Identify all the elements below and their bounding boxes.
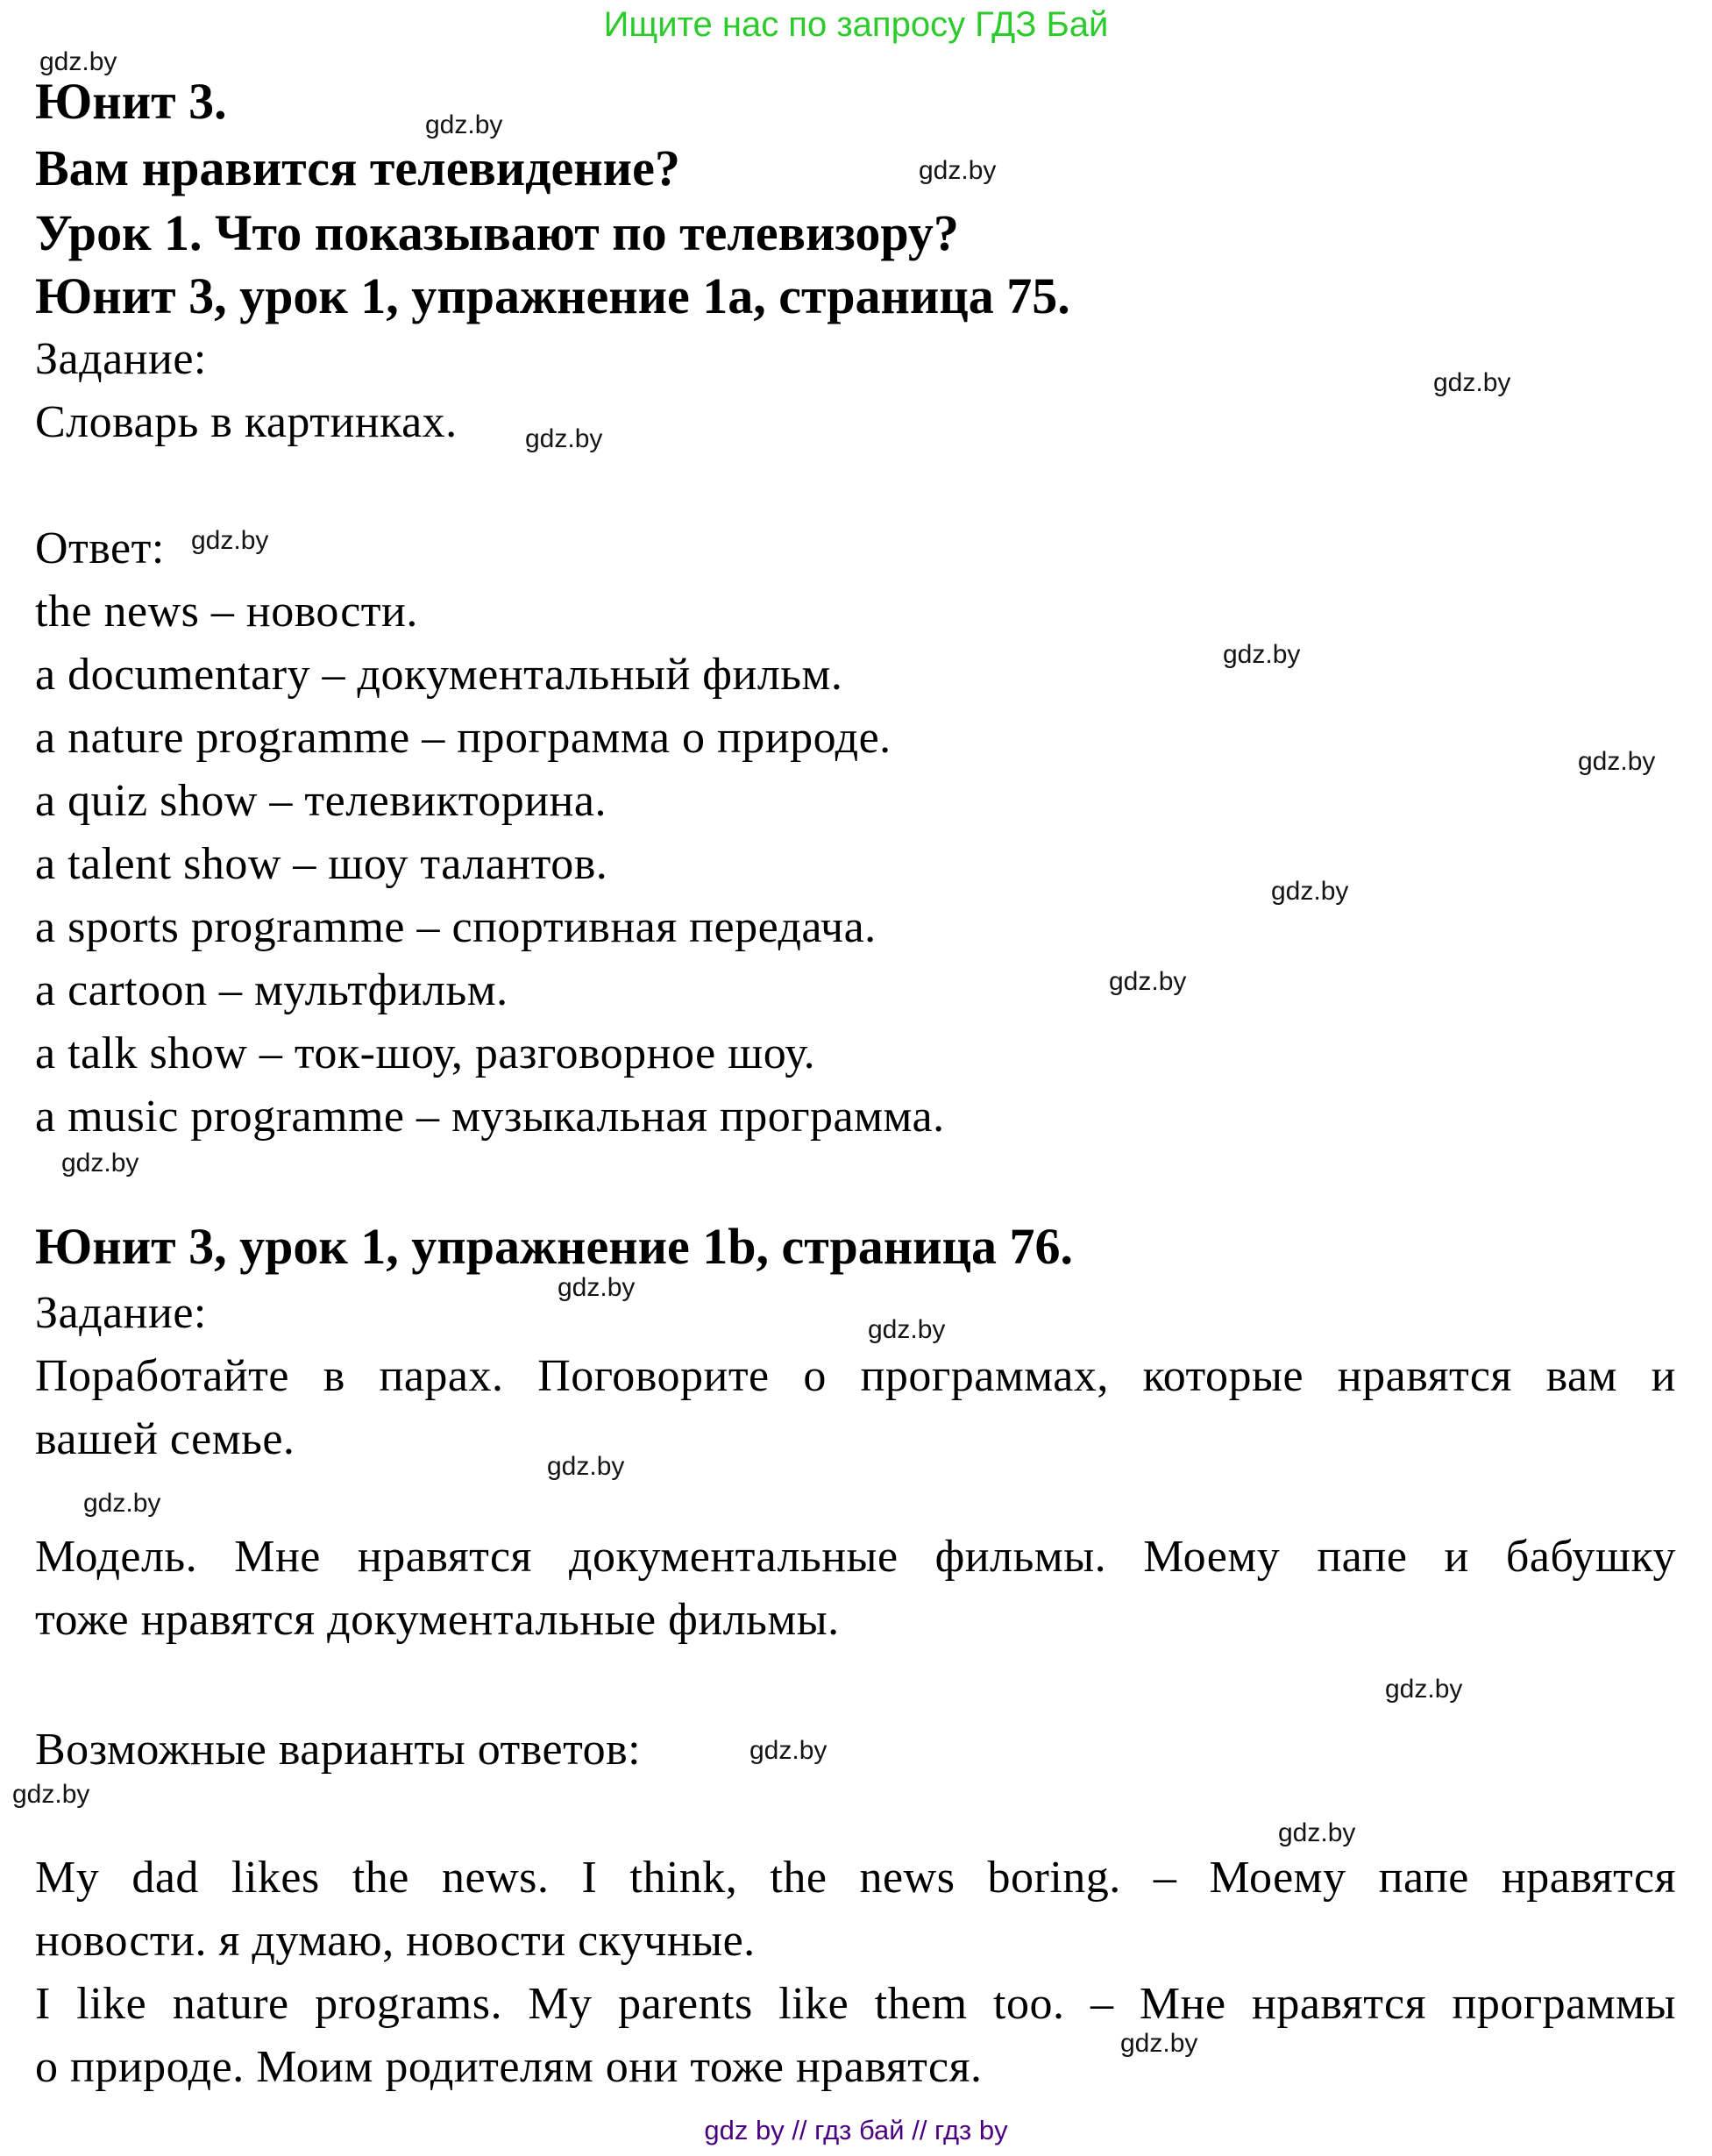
vocab-line: a sports programme – спортивная передача. <box>35 902 877 952</box>
answer-line: My dad likes the news. I think, the news boring. – Моему папе нравятся <box>35 1853 1676 1903</box>
heading-exercise-1a: Юнит 3, урок 1, упражнение 1a, страница 75. <box>35 267 1070 324</box>
gdz-watermark: gdz.by <box>1223 640 1301 669</box>
gdz-watermark: gdz.by <box>1109 967 1187 996</box>
heading-unit: Юнит 3. <box>35 73 227 130</box>
gdz-watermark: gdz.by <box>919 156 997 185</box>
answer-label-1a: Ответ: <box>35 523 165 573</box>
footer-text: gdz by // гдз бай // гдз by <box>704 2115 1008 2145</box>
gdz-watermark: gdz.by <box>1385 1675 1463 1704</box>
task-text-1a: Словарь в картинках. <box>35 397 458 447</box>
vocab-line: a talent show – шоу талантов. <box>35 839 608 889</box>
vocab-line: a quiz show – телевикторина. <box>35 776 607 826</box>
answer-line: о природе. Моим родителям они тоже нравятся. <box>35 2042 983 2092</box>
gdz-watermark: gdz.by <box>1278 1818 1356 1847</box>
vocab-line: the news – новости. <box>35 587 418 637</box>
vocab-line: a documentary – документальный фильм. <box>35 650 843 700</box>
gdz-watermark: gdz.by <box>425 110 503 139</box>
task-line: Поработайте в парах. Поговорите о программах, которые нравятся вам и <box>35 1351 1676 1401</box>
task-label-1b: Задание: <box>35 1288 207 1338</box>
vocab-line: a talk show – ток-шоу, разговорное шоу. <box>35 1028 816 1078</box>
gdz-watermark: gdz.by <box>1271 877 1349 906</box>
gdz-watermark: gdz.by <box>547 1452 625 1481</box>
gdz-watermark: gdz.by <box>1578 747 1656 776</box>
gdz-watermark: gdz.by <box>39 47 117 76</box>
task-label-1a: Задание: <box>35 334 207 384</box>
gdz-watermark: gdz.by <box>1120 2029 1198 2058</box>
promo-banner: Ищите нас по запросу ГДЗ Бай <box>603 5 1109 44</box>
vocab-line: a nature programme – программа о природе. <box>35 713 892 763</box>
vocab-line: a music programme – музыкальная программа. <box>35 1092 945 1142</box>
model-line: тоже нравятся документальные фильмы. <box>35 1595 840 1645</box>
gdz-watermark: gdz.by <box>61 1149 139 1178</box>
vocab-line: a cartoon – мультфильм. <box>35 965 508 1015</box>
model-line: Модель. Мне нравятся документальные фильмы. Моему папе и бабушку <box>35 1532 1676 1582</box>
gdz-watermark: gdz.by <box>868 1315 946 1344</box>
gdz-watermark: gdz.by <box>525 424 603 453</box>
variants-label: Возможные варианты ответов: <box>35 1725 642 1775</box>
gdz-watermark: gdz.by <box>83 1489 161 1518</box>
heading-unit-question: Вам нравится телевидение? <box>35 139 680 196</box>
heading-lesson: Урок 1. Что показывают по телевизору? <box>35 204 959 261</box>
task-line: вашей семье. <box>35 1414 295 1464</box>
gdz-watermark: gdz.by <box>1433 368 1511 397</box>
gdz-watermark: gdz.by <box>749 1736 828 1765</box>
answer-line: I like nature programs. My parents like them too. – Мне нравятся программы <box>35 1979 1676 2029</box>
answer-line: новости. я думаю, новости скучные. <box>35 1916 756 1966</box>
gdz-watermark: gdz.by <box>558 1273 636 1302</box>
heading-exercise-1b: Юнит 3, урок 1, упражнение 1b, страница 76. <box>35 1218 1073 1275</box>
gdz-watermark: gdz.by <box>191 526 269 555</box>
gdz-watermark: gdz.by <box>12 1780 90 1809</box>
